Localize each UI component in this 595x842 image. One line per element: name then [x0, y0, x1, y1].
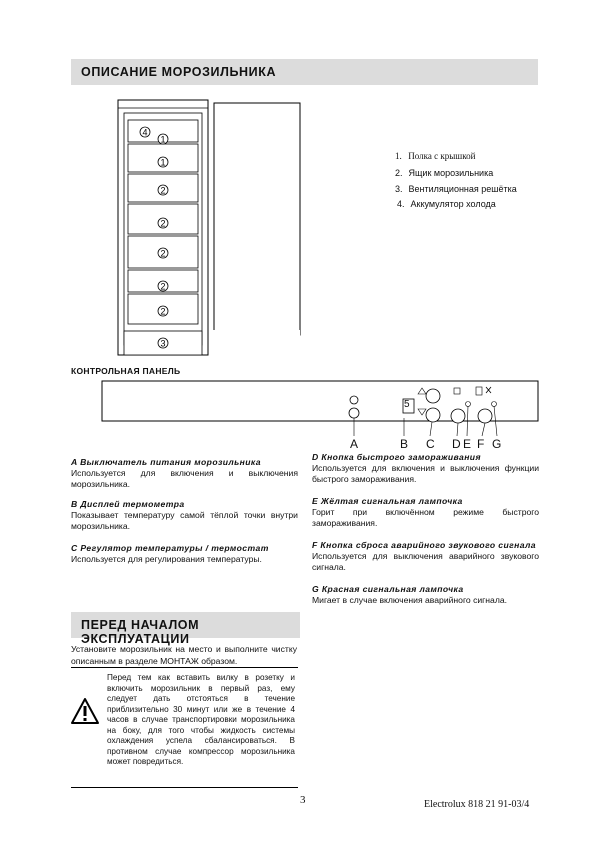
description-g: [312, 584, 539, 606]
description-text: Используется для включения и выключения морозильника.: [71, 468, 298, 489]
description-text: Используется для включения и выключения функции быстрого замораживания.: [312, 463, 539, 484]
description-heading: C Регулятор температуры / термостат: [71, 543, 269, 553]
description-heading: B Дисплей термометра: [71, 499, 185, 509]
legend-item: 1. Полка с крышкой: [395, 151, 476, 161]
callout-label: 2: [160, 218, 166, 229]
callout-label: 3: [160, 338, 166, 349]
warning-icon: [70, 697, 100, 725]
control-panel-diagram: [100, 378, 540, 450]
control-letter-a: A: [350, 437, 359, 451]
callout-label: 2: [160, 248, 166, 259]
description-c: [71, 543, 298, 565]
description-text: Используется для выключения аварийного звукового сигнала.: [312, 551, 539, 572]
control-letter-f: F: [477, 437, 485, 451]
control-letter-c: C: [426, 437, 435, 451]
section-title: ОПИСАНИЕ МОРОЗИЛЬНИКА: [81, 65, 277, 79]
warning-bottom-rule: [71, 787, 298, 788]
control-panel-title: КОНТРОЛЬНАЯ ПАНЕЛЬ: [71, 366, 181, 376]
document-code: Electrolux 818 21 91-03/4: [424, 799, 530, 810]
warning-text: Перед тем как вставить вилку в розетку и включить морозильник в первый раз, ему следует дать отстояться в течение приблизительно 30 минут или же в течение 4 часов в случае транспортировки морозильника на боку, для того чтобы жидкость системы охлаждения успела сбалансироваться. В противном случае компрессор морозильника может повредиться.: [107, 673, 295, 766]
warning-top-rule: [71, 667, 298, 668]
control-letter-e: E: [463, 437, 472, 451]
page-number: 3: [300, 794, 306, 806]
description-heading: D Кнопка быстрого замораживания: [312, 452, 481, 462]
description-e: [312, 496, 539, 529]
description-text: Используется для регулирования температуры.: [71, 554, 262, 564]
freezer-diagram: [110, 95, 310, 357]
section-header-freezer-description: [71, 59, 538, 85]
control-letter-d: D: [452, 437, 461, 451]
callout-label: 4: [142, 127, 148, 138]
callout-label: 1: [160, 134, 166, 145]
description-b: [71, 499, 298, 532]
legend-item: 2. Ящик морозильника: [395, 168, 494, 178]
description-heading: E Жёлтая сигнальная лампочка: [312, 496, 463, 506]
description-a: [71, 457, 298, 490]
description-heading: G Красная сигнальная лампочка: [312, 584, 464, 594]
description-f: [312, 540, 539, 573]
callout-label: 1: [160, 157, 166, 168]
callout-label: 2: [160, 185, 166, 196]
legend-item: 4. Аккумулятор холода: [397, 199, 496, 209]
description-text: Горит при включённом режиме быстрого замораживания.: [312, 507, 539, 528]
intro-paragraph: Установите морозильник на место и выполните чистку описанным в разделе МОНТАЖ образом.: [71, 644, 297, 666]
section-header-before-use: [71, 612, 300, 646]
description-text: Показывает температуру самой тёплой точки внутри морозильника.: [71, 510, 298, 531]
description-text: Мигает в случае включения аварийного сигнала.: [312, 595, 508, 605]
description-d: [312, 452, 539, 485]
section-title: ПЕРЕД НАЧАЛОМ ЭКСПЛУАТАЦИИ: [81, 618, 200, 646]
control-letter-b: B: [400, 437, 409, 451]
description-heading: A Выключатель питания морозильника: [71, 457, 261, 467]
legend-item: 3. Вентиляционная решётка: [395, 184, 517, 194]
description-heading: F Кнопка сброса аварийного звукового сигнала: [312, 540, 536, 550]
callout-label: 2: [160, 281, 166, 292]
control-letter-g: G: [492, 437, 502, 451]
display-label: 5: [404, 399, 410, 410]
callout-label: 2: [160, 306, 166, 317]
